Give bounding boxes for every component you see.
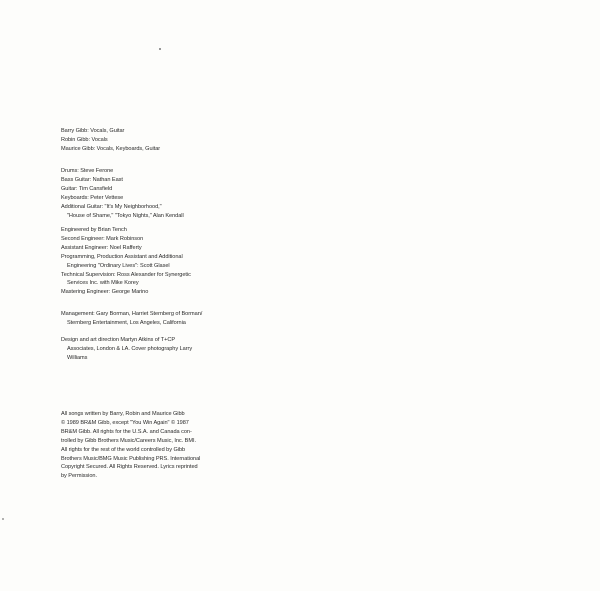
management-line: Management: Gary Borman, Harriet Sternberg of Borman/ <box>61 311 203 317</box>
engineering-line: Technical Supervision: Ross Alexander for Synergetic <box>61 271 191 278</box>
print-speck <box>159 48 161 50</box>
copyright-line: Brothers Music/BMG Music Publishing PRS. International <box>61 455 201 462</box>
copyright-line: All songs written by Barry, Robin and Maurice Gibb <box>61 411 185 417</box>
copyright-line: trolled by Gibb Brothers Music/Careers Music, Inc. BMI. <box>61 437 196 444</box>
engineering-credits-section <box>61 226 291 297</box>
musician-line: Guitar: Tim Cansfield <box>61 185 113 192</box>
band-members-section <box>61 127 291 154</box>
management-line: Sternberg Entertainment, Los Angeles, California <box>67 319 186 326</box>
engineering-line: Second Engineer: Mark Robinson <box>61 235 144 242</box>
musician-line: Keyboards: Peter Vettese <box>61 194 124 201</box>
musicians-section <box>61 167 291 220</box>
band-member-line: Barry Gibb: Vocals, Guitar <box>61 128 125 134</box>
band-member-line: Robin Gibb: Vocals <box>61 136 108 143</box>
engineering-line: Engineered by Brian Tench <box>61 227 127 233</box>
print-speck <box>2 518 4 520</box>
copyright-line: BR&M Gibb. All rights for the U.S.A. and Canada con- <box>61 428 192 435</box>
engineering-line: Mastering Engineer: George Marino <box>61 289 149 296</box>
engineering-line: Programming, Production Assistant and Additional <box>61 253 183 260</box>
design-line: Associates, London & LA. Cover photography Larry <box>67 345 193 352</box>
engineering-line: Engineering "Ordinary Lives": Scott Glasel <box>67 262 170 269</box>
management-section <box>61 310 291 328</box>
copyright-line: Copyright Secured. All Rights Reserved. Lyrics reprinted <box>61 464 198 471</box>
musician-line: Drums: Steve Ferone <box>61 168 114 174</box>
design-line: Williams <box>67 354 88 361</box>
engineering-line: Assistant Engineer: Noel Rafferty <box>61 244 142 251</box>
copyright-line: © 1989 BR&M Gibb, except "You Win Again" © 1987 <box>61 419 189 426</box>
copyright-line: by Permission. <box>61 473 97 480</box>
copyright-notice-section <box>61 410 291 481</box>
musician-line: Additional Guitar: "It's My Neighborhood," <box>61 203 162 210</box>
design-credits-section <box>61 336 291 363</box>
musician-line: "House of Shame," "Tokyo Nights," Alan Kendall <box>67 212 184 219</box>
band-member-line: Maurice Gibb: Vocals, Keyboards, Guitar <box>61 145 161 152</box>
engineering-line: Services Inc. with Mike Korey <box>67 280 139 287</box>
design-line: Design and art direction Martyn Atkins of T+CP <box>61 337 176 343</box>
musician-line: Bass Guitar: Nathan East <box>61 176 123 183</box>
copyright-line: All rights for the rest of the world controlled by Gibb <box>61 446 186 453</box>
